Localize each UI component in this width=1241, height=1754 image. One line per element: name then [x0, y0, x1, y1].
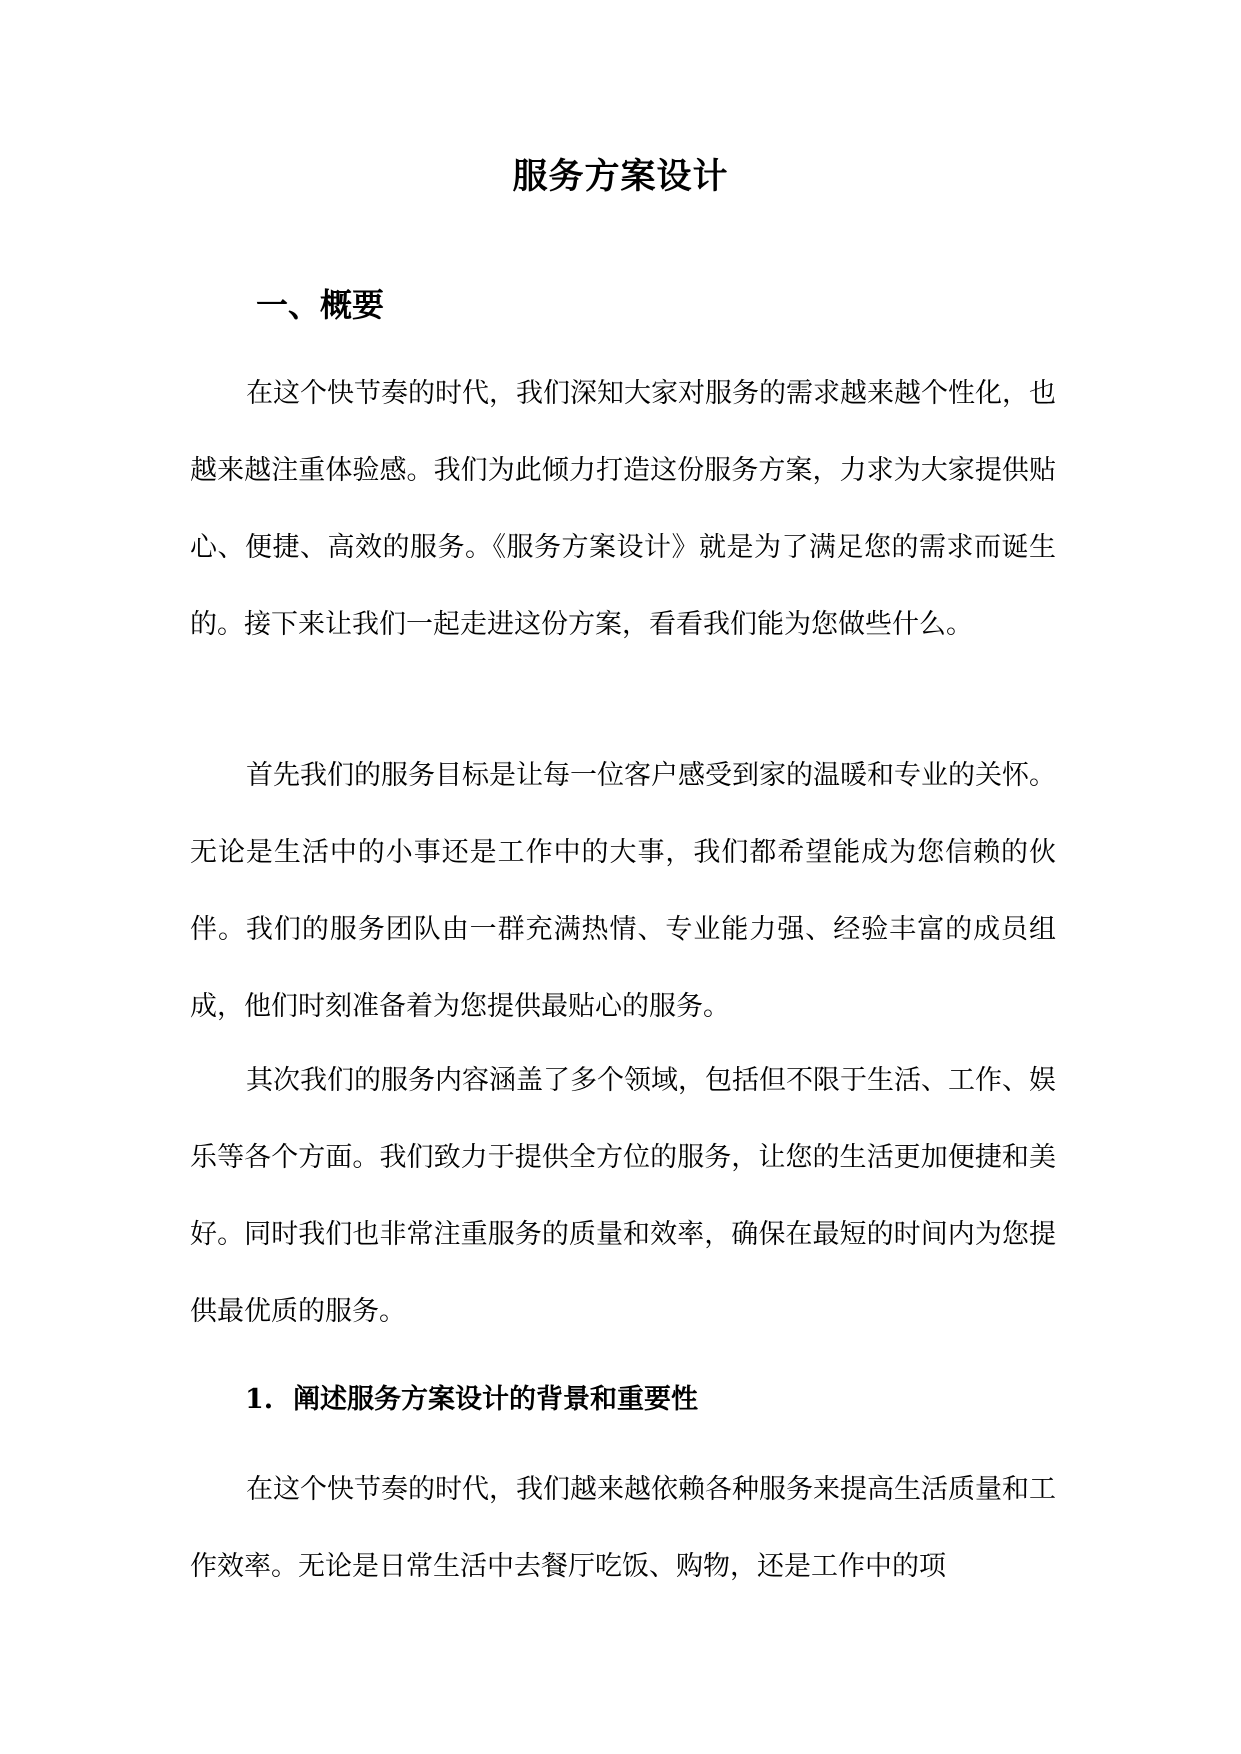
subsection-heading-background — [245, 1380, 698, 1420]
paragraph-service-goal: 首先我们的服务目标是让每一位客户感受到家的温暖和专业的关怀。无论是生活中的小事还是工作中的大事，我们都希望能成为您信赖的伙伴。我们的服务团队由一群充满热情、专业能力强、经验丰富的成员组成，他们时刻准备着为您提供最贴心的服务。 — [190, 760, 1056, 1022]
paragraph-background: 在这个快节奏的时代，我们越来越依赖各种服务来提高生活质量和工作效率。无论是日常生活中去餐厅吃饭、购物，还是工作中的项 — [190, 1474, 1056, 1582]
section-heading-overview: 一、概要 — [256, 286, 385, 324]
document-title: 服务方案设计 — [512, 156, 729, 197]
subsection-number: 1. — [245, 1384, 274, 1415]
paragraph-service-content: 其次我们的服务内容涵盖了多个领域，包括但不限于生活、工作、娱乐等各个方面。我们致力于提供全方位的服务，让您的生活更加便捷和美好。同时我们也非常注重服务的质量和效率，确保在最短的时间内为您提供最优质的服务。 — [190, 1065, 1056, 1327]
paragraph-intro: 在这个快节奏的时代，我们深知大家对服务的需求越来越个性化，也越来越注重体验感。我们为此倾力打造这份服务方案，力求为大家提供贴心、便捷、高效的服务。《服务方案设计》就是为了满足您的需求而诞生的。接下来让我们一起走进这份方案，看看我们能为您做些什么。 — [190, 378, 1056, 640]
subsection-heading-text: 阐述服务方案设计的背景和重要性 — [293, 1384, 698, 1415]
